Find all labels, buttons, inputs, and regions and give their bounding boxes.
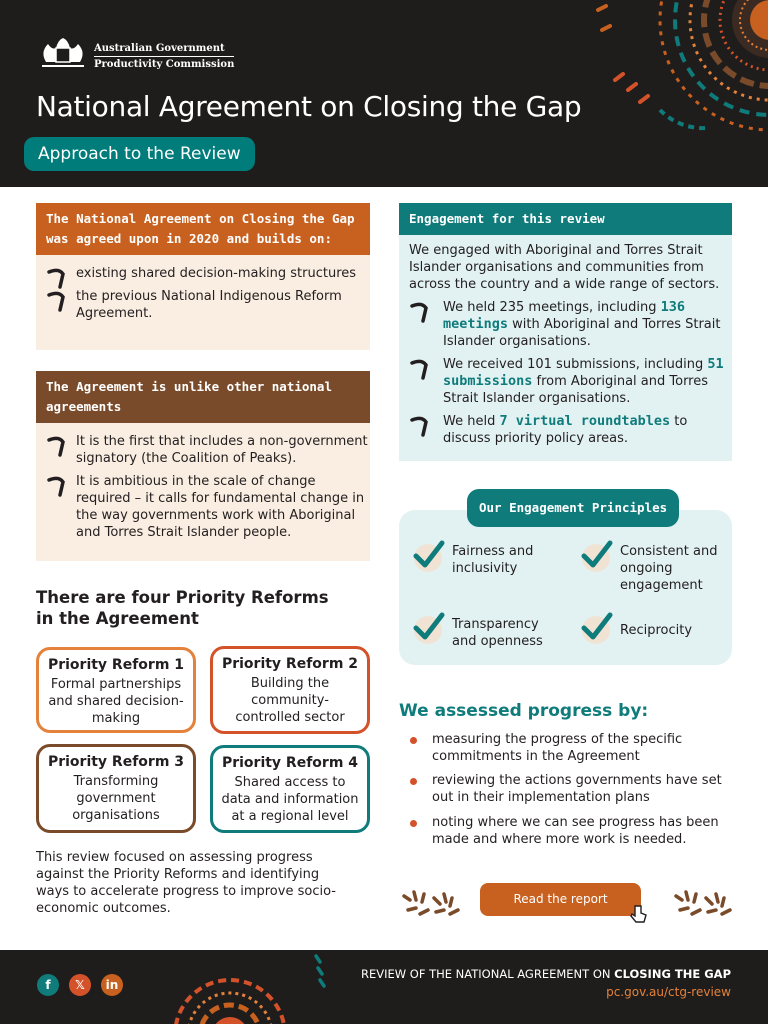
checkmark-icon: [578, 538, 614, 574]
boomerang-bullet-icon: [46, 475, 68, 497]
footer-title-text: REVIEW OF THE NATIONAL AGREEMENT ON: [360, 967, 615, 981]
aboriginal-art-decoration: [170, 975, 300, 1024]
unlike-heading: The Agreement is unlike other national agreements: [36, 371, 370, 423]
stat-highlight: 136 meetings: [443, 299, 686, 332]
page-title: National Agreement on Closing the Gap: [36, 90, 582, 123]
list-item: [399, 413, 732, 447]
reform-description: Building the community-controlled sector: [235, 676, 345, 725]
linkedin-icon[interactable]: in: [101, 974, 123, 996]
government-wordmark: [94, 42, 234, 72]
engagement-intro: We engaged with Aboriginal and Torres Strait Islander organisations and communities from across the country and a wide range of sectors.: [409, 243, 720, 292]
commission-line: Productivity Commission: [94, 56, 234, 72]
principle-item: Transparency and openness: [452, 617, 543, 649]
reform-description: Shared access to data and information at a regional level: [221, 775, 359, 824]
engagement-heading: Engagement for this review: [399, 203, 732, 235]
footprints-decoration-icon: [400, 888, 462, 920]
boomerang-bullet-icon: [409, 301, 431, 323]
coat-of-arms-logo: [36, 34, 90, 70]
engagement-section: [399, 203, 732, 461]
footer-title-bold: CLOSING THE GAP: [614, 967, 731, 981]
list-item: [410, 731, 730, 765]
stat-text: We held 235 meetings, including: [443, 300, 661, 315]
checkmark-icon: [410, 538, 446, 574]
reform-title: Priority Reform 1: [47, 657, 185, 673]
list-item-text: noting where we can see progress has been made and where more work is needed.: [432, 815, 719, 847]
boomerang-bullet-icon: [46, 290, 68, 312]
stat-highlight: 51 submissions: [443, 356, 724, 389]
subtitle-badge: Approach to the Review: [24, 137, 255, 171]
footprints-decoration-icon: [672, 888, 734, 920]
list-item-text: measuring the progress of the specific commitments in the Agreement: [432, 732, 683, 764]
list-item-text: reviewing the actions governments have set out in their implementation plans: [432, 773, 722, 805]
checkmark-icon: [578, 610, 614, 646]
list-item: [410, 772, 730, 806]
assessed-heading: We assessed progress by:: [399, 701, 649, 721]
principle-item: Consistent and ongoing engagement: [620, 544, 718, 593]
checkmark-icon: [410, 610, 446, 646]
dash-decoration: [310, 952, 332, 992]
priority-reform-card: [36, 744, 196, 833]
list-item-text: existing shared decision-making structures: [76, 266, 357, 281]
pointer-cursor-icon: [628, 903, 650, 925]
boomerang-bullet-icon: [409, 415, 431, 437]
agreed-heading: The National Agreement on Closing the Gap was agreed upon in 2020 and builds on:: [36, 203, 370, 255]
priority-reform-card: [210, 745, 370, 833]
stat-text: We held: [443, 414, 500, 429]
agreed-section: [36, 203, 370, 350]
list-item: [36, 433, 370, 467]
list-item-text: It is the first that includes a non-government signatory (the Coalition of Peaks).: [76, 434, 368, 466]
list-item: [36, 288, 370, 322]
facebook-icon[interactable]: f: [37, 974, 59, 996]
reform-description: Transforming government organisations: [72, 774, 160, 823]
boomerang-bullet-icon: [46, 267, 68, 289]
header-banner: [0, 0, 768, 187]
principle-item: Reciprocity: [620, 623, 693, 638]
list-item-text: It is ambitious in the scale of change required – it calls for fundamental change in the way governments work with Aboriginal and Torres Strait Islander people.: [76, 474, 365, 540]
gov-line: Australian Government: [94, 43, 225, 54]
reform-description: Formal partnerships and shared decision-making: [48, 677, 184, 726]
footer-title: [361, 967, 731, 981]
priority-reform-card: [210, 646, 370, 734]
boomerang-bullet-icon: [46, 435, 68, 457]
reform-title: Priority Reform 3: [47, 754, 185, 770]
principle-item: Fairness and inclusivity: [452, 544, 534, 576]
review-focus-text: This review focused on assessing progress against the Priority Reforms and identifying ways to accelerate progress to improve socio-economic outcomes.: [36, 850, 336, 916]
agreed-list: [36, 255, 370, 350]
reform-title: Priority Reform 4: [221, 755, 359, 771]
list-item: [399, 299, 732, 350]
boomerang-bullet-icon: [409, 358, 431, 380]
principles-heading: Our Engagement Principles: [467, 489, 679, 527]
unlike-list: [36, 423, 370, 561]
stat-text: from Aboriginal and Torres Strait Islander organisations.: [443, 374, 709, 406]
bullet-dot-icon: [410, 778, 417, 785]
reform-title: Priority Reform 2: [221, 656, 359, 672]
list-item: [399, 356, 732, 407]
bullet-dot-icon: [410, 820, 417, 827]
read-report-button[interactable]: Read the report: [480, 883, 641, 916]
list-item: [36, 473, 370, 541]
aboriginal-art-decoration: [580, 0, 768, 170]
bullet-dot-icon: [410, 737, 417, 744]
footer-url-link[interactable]: pc.gov.au/ctg-review: [606, 985, 731, 999]
list-item-text: the previous National Indigenous Reform Agreement.: [76, 289, 342, 321]
priority-reform-card: [36, 647, 196, 733]
stat-highlight: 7 virtual roundtables: [499, 413, 671, 429]
stat-text: with Aboriginal and Torres Strait Islander organisations.: [443, 317, 721, 349]
engagement-list: [399, 299, 732, 447]
list-item: [410, 814, 730, 848]
unlike-section: [36, 371, 370, 561]
priority-reforms-heading: There are four Priority Reforms in the Agreement: [36, 588, 329, 628]
stat-text: We received 101 submissions, including: [443, 357, 708, 372]
list-item: [36, 265, 370, 282]
stat-text: to discuss priority policy areas.: [443, 414, 688, 446]
x-twitter-icon[interactable]: 𝕏: [69, 974, 91, 996]
